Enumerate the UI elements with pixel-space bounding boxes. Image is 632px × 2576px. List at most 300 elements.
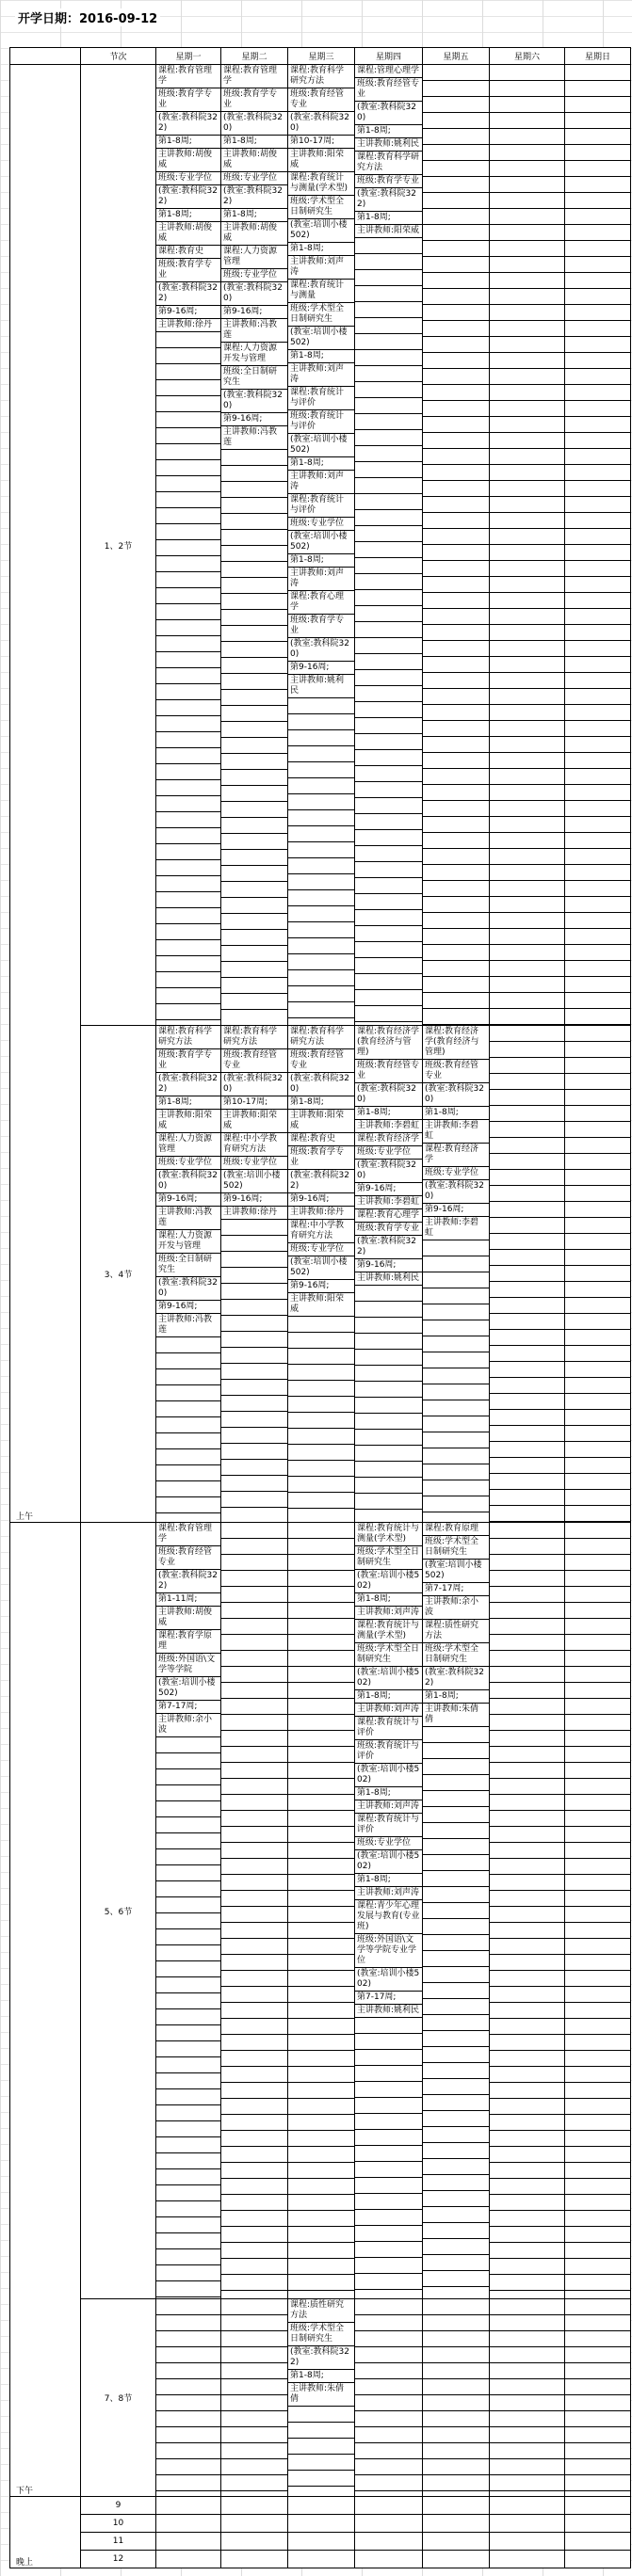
empty-subcell [355,846,422,862]
empty-subcell [288,1891,354,1907]
empty-subcell [288,858,354,874]
slot-p12n-wed [288,2551,355,2568]
course-detail: (教室:教科院322) [156,112,220,136]
course-detail: 主讲教师:徐丹 [156,319,220,332]
empty-subcell [490,1058,564,1074]
course-detail: 班级:教育学专业 [156,259,220,282]
empty-subcell [565,753,630,769]
empty-subcell [490,1827,564,1843]
empty-subcell [565,1186,630,1202]
empty-subcell [490,2243,564,2259]
empty-subcell [565,1827,630,1843]
slot-p34-thu [355,1026,423,1523]
empty-subcell [156,2459,220,2475]
empty-subcell [423,1903,489,1919]
empty-subcell [221,1492,287,1508]
empty-subcell [423,1743,489,1759]
empty-subcell [355,238,422,254]
slot-p11-tue [221,2533,288,2551]
empty-subcell [565,1699,630,1715]
empty-subcell [490,209,564,225]
empty-subcell [490,833,564,849]
course-detail: 主讲教师:阳荣威 [355,225,422,238]
empty-subcell [490,129,564,145]
empty-subcell [565,513,630,529]
course-detail: 班级:专业学位 [288,518,354,531]
slot-p10-thu [355,2515,423,2533]
empty-subcell [565,2147,630,2163]
empty-subcell [221,562,287,578]
slot-p34-sun [565,1026,631,1523]
empty-subcell [565,1955,630,1971]
empty-subcell [423,2299,489,2315]
empty-subcell [288,1939,354,1955]
empty-subcell [490,785,564,801]
empty-subcell [490,1298,564,1314]
course-detail: 主讲教师:余小波 [423,1596,489,1620]
empty-subcell [423,849,489,865]
slot-stack [156,2299,220,2491]
empty-subcell [565,1042,630,1058]
course-detail: 班级:学术型全日制研究生 [288,196,354,219]
empty-subcell [355,2034,422,2050]
empty-subcell [423,1967,489,1983]
empty-subcell [490,1987,564,2003]
empty-subcell [288,746,354,762]
empty-subcell [355,494,422,510]
course-detail: 第9-16周; [423,1204,489,1217]
empty-subcell [423,1855,489,1871]
empty-subcell [156,1785,220,1801]
empty-subcell [156,1833,220,1849]
empty-subcell [423,1320,489,1336]
empty-subcell [221,898,287,914]
slot-stack [490,1523,564,2291]
empty-subcell [156,1801,220,1817]
empty-subcell [490,1859,564,1875]
empty-subcell [490,2035,564,2051]
course-detail: 第1-8周; [423,1690,489,1704]
empty-subcell [156,2347,220,2363]
empty-subcell [565,129,630,145]
slot-p11-fri [423,2533,490,2551]
empty-subcell [490,1234,564,1250]
empty-subcell [490,1795,564,1811]
empty-subcell [288,2211,354,2227]
slot-p34-wed [288,1026,355,1523]
empty-subcell [221,2083,287,2099]
empty-subcell [423,2443,489,2459]
slot-p78-tue [221,2299,288,2497]
empty-subcell [355,2363,422,2379]
empty-subcell [490,1843,564,1859]
empty-subcell [221,2299,287,2315]
empty-subcell [288,1699,354,1715]
empty-subcell [221,2035,287,2051]
empty-subcell [355,2258,422,2274]
empty-subcell [423,497,489,513]
empty-subcell [423,305,489,321]
empty-subcell [221,674,287,690]
slot-p12n-thu [355,2551,423,2568]
empty-subcell [565,849,630,865]
empty-subcell [288,1715,354,1731]
empty-subcell [221,2331,287,2347]
empty-subcell [490,305,564,321]
empty-subcell [221,2179,287,2195]
empty-subcell [221,2459,287,2475]
empty-subcell [490,2395,564,2411]
empty-subcell [565,1298,630,1314]
empty-subcell [490,369,564,385]
empty-subcell [490,1571,564,1587]
empty-subcell [565,401,630,417]
empty-subcell [423,2047,489,2063]
course-detail: (教室:教科院322) [156,185,220,209]
course-title: 课程:质性研究方法 [423,1620,489,1643]
empty-subcell [490,2227,564,2243]
empty-subcell [355,2050,422,2066]
slot-p12-thu [355,65,423,1026]
empty-subcell [423,1951,489,1967]
empty-subcell [490,1635,564,1651]
slot-stack [565,1026,630,1522]
empty-subcell [423,1009,489,1025]
empty-subcell [490,609,564,625]
empty-subcell [565,2275,630,2291]
empty-subcell [423,1384,489,1400]
empty-subcell [156,604,220,620]
empty-subcell [565,321,630,337]
empty-subcell [288,1811,354,1827]
empty-subcell [490,2363,564,2379]
course-detail: 班级:专业学位 [221,269,287,282]
empty-subcell [423,1791,489,1807]
course-detail: 主讲教师:冯教莲 [221,319,287,343]
course-detail: 第9-16周; [288,1193,354,1207]
course-detail: 班级:教育学专业 [156,88,220,112]
empty-subcell [490,1106,564,1122]
empty-subcell [423,2347,489,2363]
empty-subcell [156,988,220,1004]
empty-subcell [565,1843,630,1859]
slot-p10-sat [490,2515,565,2533]
empty-subcell [565,609,630,625]
period-label-7-8: 7、8节 [81,2299,156,2497]
empty-subcell [156,828,220,844]
course-detail: 班级:教育统计与评价 [355,1740,422,1764]
empty-subcell [156,476,220,492]
empty-subcell [156,2475,220,2491]
empty-subcell [423,1336,489,1352]
slot-stack [221,1523,287,2291]
empty-subcell [221,738,287,754]
course-detail: 班级:全日制研究生 [156,1254,220,1277]
course-detail: 主讲教师:徐丹 [221,1207,287,1220]
empty-subcell [565,2051,630,2067]
empty-subcell [490,1763,564,1779]
course-detail: 主讲教师:刘声涛 [355,1704,422,1717]
empty-subcell [355,318,422,334]
empty-subcell [156,540,220,556]
empty-subcell [423,417,489,433]
course-title: 班级:专业学位 [156,172,220,185]
empty-subcell [565,1635,630,1651]
empty-subcell [565,1074,630,1090]
empty-subcell [423,2459,489,2475]
empty-subcell [490,1523,564,1539]
empty-subcell [490,2003,564,2019]
empty-subcell [288,2275,354,2291]
empty-subcell [423,769,489,785]
empty-subcell [490,2411,564,2427]
empty-subcell [288,2083,354,2099]
empty-subcell [221,2147,287,2163]
empty-subcell [288,1571,354,1587]
empty-subcell [221,2275,287,2291]
empty-subcell [565,593,630,609]
empty-subcell [565,945,630,961]
empty-subcell [490,705,564,721]
empty-subcell [565,1939,630,1955]
slot-p56-sat [490,1523,565,2299]
course-detail: 第9-16周; [156,1301,220,1314]
empty-subcell [565,1106,630,1122]
empty-subcell [221,1236,287,1252]
empty-subcell [423,1871,489,1887]
empty-subcell [490,625,564,641]
empty-subcell [355,2242,422,2258]
period-label-1-2: 1、2节 [81,65,156,1026]
empty-subcell [423,2079,489,2095]
empty-subcell [565,337,630,353]
empty-subcell [355,910,422,926]
empty-subcell [288,1445,354,1461]
empty-subcell [565,2299,630,2315]
empty-subcell [156,1481,220,1497]
slot-stack [156,1523,220,2297]
course-title: 课程:教育统计与测量 [288,280,354,303]
empty-subcell [565,2211,630,2227]
empty-subcell [490,497,564,513]
empty-subcell [490,673,564,689]
empty-subcell [156,796,220,812]
empty-subcell [355,510,422,526]
empty-subcell [565,161,630,177]
empty-subcell [423,1775,489,1791]
course-detail: (教室:培训小楼502) [288,434,354,457]
empty-subcell [490,337,564,353]
empty-subcell [156,1737,220,1753]
empty-subcell [423,1807,489,1823]
empty-subcell [490,993,564,1009]
empty-subcell [156,780,220,796]
empty-subcell [565,177,630,193]
empty-subcell [490,1186,564,1202]
course-title: 课程:教育心理学 [355,1209,422,1223]
empty-subcell [490,241,564,257]
empty-subcell [156,2331,220,2347]
header-wednesday: 星期三 [288,48,355,65]
empty-subcell [156,860,220,876]
empty-subcell [423,737,489,753]
empty-subcell [156,1881,220,1897]
empty-subcell [423,1368,489,1384]
course-detail: (教室:培训小楼502) [288,1256,354,1280]
course-detail: 第1-8周; [423,1107,489,1120]
empty-subcell [490,1218,564,1234]
empty-subcell [565,417,630,433]
empty-subcell [423,1999,489,2015]
course-detail: 主讲教师:余小波 [156,1714,220,1737]
empty-subcell [490,657,564,673]
empty-subcell [565,2131,630,2147]
empty-subcell [423,1727,489,1743]
empty-subcell [156,924,220,940]
course-title: 课程:中小学教育研究方法 [288,1220,354,1243]
empty-subcell [423,2475,489,2491]
empty-subcell [355,478,422,494]
slot-p56-wed [288,1523,355,2299]
empty-subcell [565,2083,630,2099]
empty-subcell [565,1506,630,1522]
empty-subcell [221,834,287,850]
empty-subcell [490,1410,564,1426]
empty-subcell [156,2281,220,2297]
slot-p10-sun [565,2515,631,2533]
empty-subcell [490,289,564,305]
empty-subcell [355,1414,422,1430]
slot-p78-sat [490,2299,565,2497]
empty-subcell [221,706,287,722]
empty-subcell [490,1330,564,1346]
empty-subcell [490,81,564,97]
empty-subcell [565,689,630,705]
empty-subcell [221,1763,287,1779]
empty-subcell [565,1234,630,1250]
course-detail: 第1-8周; [355,1107,422,1120]
empty-subcell [490,385,564,401]
empty-subcell [288,2131,354,2147]
slot-p78-fri [423,2299,490,2497]
empty-subcell [221,1460,287,1476]
empty-subcell [355,1302,422,1318]
empty-subcell [490,881,564,897]
empty-subcell [221,514,287,530]
empty-subcell [565,1394,630,1410]
course-title: 课程:教育统计与评价 [288,387,354,410]
empty-subcell [423,161,489,177]
empty-subcell [288,1555,354,1571]
course-detail: 班级:学术型全日制研究生 [288,303,354,327]
period-label-10: 10 [81,2515,156,2533]
empty-subcell [423,1432,489,1448]
empty-subcell [423,225,489,241]
empty-subcell [156,1817,220,1833]
semester-start-date: 开学日期：2016-09-12 [15,8,160,26]
empty-subcell [221,1971,287,1987]
empty-subcell [490,113,564,129]
empty-subcell [490,1587,564,1603]
empty-subcell [355,302,422,318]
empty-subcell [565,641,630,657]
empty-subcell [355,942,422,958]
empty-subcell [565,289,630,305]
course-detail: (教室:教科院320) [355,1160,422,1183]
course-detail: (教室:教科院322) [288,1170,354,1193]
course-detail: 班级:教育经管专业 [221,1049,287,1073]
empty-subcell [565,1603,630,1619]
empty-subcell [156,1004,220,1020]
course-title: 课程:教育管理学 [156,65,220,88]
empty-subcell [423,913,489,929]
empty-subcell [565,2099,630,2115]
empty-subcell [565,833,630,849]
slot-p10-wed [288,2515,355,2533]
empty-subcell [221,2003,287,2019]
course-detail: 第9-16周; [288,1280,354,1293]
empty-subcell [221,1699,287,1715]
course-detail: 第1-8周; [355,1874,422,1887]
empty-subcell [355,750,422,766]
empty-subcell [423,369,489,385]
empty-subcell [565,1619,630,1635]
empty-subcell [490,737,564,753]
empty-subcell [565,1362,630,1378]
empty-subcell [288,1461,354,1477]
empty-subcell [423,1416,489,1432]
empty-subcell [221,2211,287,2227]
slot-stack [355,2299,422,2491]
empty-subcell [423,449,489,465]
empty-subcell [355,814,422,830]
course-detail: (教室:教科院322) [156,282,220,306]
empty-subcell [355,1006,422,1022]
empty-subcell [221,2427,287,2443]
empty-subcell [221,1332,287,1348]
empty-subcell [156,2395,220,2411]
empty-subcell [355,2194,422,2210]
empty-subcell [423,1288,489,1304]
course-title: 课程:教育经济学 [423,1144,489,1167]
empty-subcell [565,1410,630,1426]
empty-subcell [423,833,489,849]
empty-subcell [565,1859,630,1875]
empty-subcell [156,364,220,380]
empty-subcell [288,1539,354,1555]
empty-subcell [490,769,564,785]
empty-subcell [565,2395,630,2411]
empty-subcell [221,1907,287,1923]
course-title: 课程:教育原理 [423,1523,489,1536]
empty-subcell [565,705,630,721]
empty-subcell [355,1318,422,1334]
course-detail: 第9-16周; [355,1259,422,1272]
slot-p34-sat [490,1026,565,1523]
empty-subcell [423,817,489,833]
empty-subcell [565,1779,630,1795]
course-title: 课程:人力资源管理 [221,246,287,269]
empty-subcell [221,2051,287,2067]
empty-subcell [565,2427,630,2443]
empty-subcell [423,577,489,593]
empty-subcell [355,990,422,1006]
empty-subcell [565,481,630,497]
empty-subcell [156,1913,220,1929]
empty-subcell [156,348,220,364]
empty-subcell [565,2019,630,2035]
empty-subcell [156,524,220,540]
